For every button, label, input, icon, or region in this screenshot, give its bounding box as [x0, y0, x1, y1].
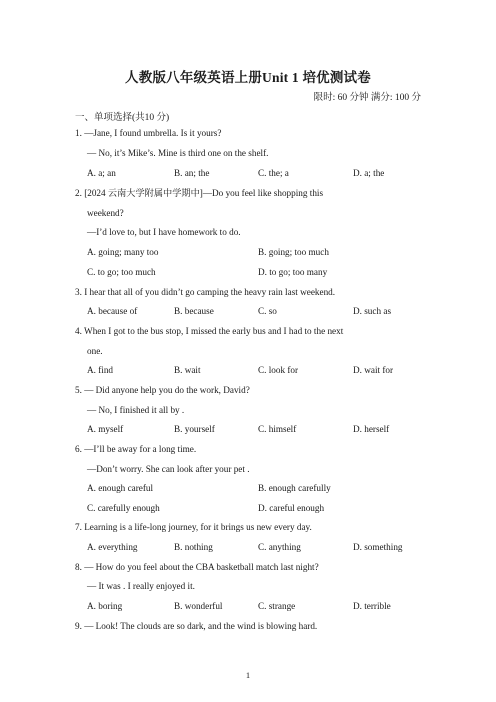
question-8-option-a: A. boring	[87, 601, 123, 611]
question-7-option-c: C. anything	[258, 542, 301, 552]
question-3-option-a: A. because of	[87, 306, 138, 316]
question-6-line-1: 6. —I’ll be away for a long time.	[75, 444, 197, 454]
time-and-score-info: 限时: 60 分钟 满分: 100 分	[313, 93, 421, 103]
question-6-option-a: A. enough careful	[87, 483, 154, 493]
question-9-line-1: 9. — Look! The clouds are so dark, and the wind is blowing hard.	[75, 621, 318, 631]
question-2-line-3: —I’d love to, but I have homework to do.	[87, 227, 241, 237]
section-heading: 一、单项选择(共10 分)	[75, 113, 170, 123]
question-2-option-d: D. to go; too many	[258, 267, 328, 277]
question-2-option-c: C. to go; too much	[87, 267, 156, 277]
question-8-line-1: 8. — How do you feel about the CBA basketball match last night?	[75, 562, 319, 572]
question-1-option-c: C. the; a	[258, 168, 289, 178]
question-7-option-a: A. everything	[87, 542, 138, 552]
question-5-option-d: D. herself	[353, 424, 390, 434]
question-4-option-b: B. wait	[174, 365, 201, 375]
question-6-line-2: —Don’t worry. She can look after your pet .	[87, 464, 250, 474]
question-4-option-d: D. wait for	[353, 365, 394, 375]
question-8-option-c: C. strange	[258, 601, 296, 611]
question-2-option-b: B. going; too much	[258, 247, 329, 257]
question-1-option-b: B. an; the	[174, 168, 210, 178]
question-6-option-b: B. enough carefully	[258, 483, 331, 493]
page-number: 1	[245, 670, 251, 680]
question-2-line-1: 2. [2024 云南大学附属中学期中]—Do you feel like shopping this	[75, 188, 324, 198]
question-5-line-1: 5. — Did anyone help you do the work, David?	[75, 385, 250, 395]
question-7-option-b: B. nothing	[174, 542, 213, 552]
question-5-option-c: C. himself	[258, 424, 297, 434]
question-6-option-d: D. careful enough	[258, 503, 325, 513]
question-6-option-c: C. carefully enough	[87, 503, 160, 513]
question-5-line-2: — No, I finished it all by .	[87, 405, 185, 415]
question-3-line-1: 3. I hear that all of you didn’t go camping the heavy rain last weekend.	[75, 287, 336, 297]
question-7-line-1: 7. Learning is a life-long journey, for it brings us new every day.	[75, 522, 312, 532]
page-title: 人教版八年级英语上册Unit 1 培优测试卷	[125, 70, 371, 85]
question-4-option-a: A. find	[87, 365, 114, 375]
question-1-option-a: A. a; an	[87, 168, 116, 178]
question-4-line-2: one.	[87, 346, 103, 356]
question-3-option-d: D. such as	[353, 306, 392, 316]
question-3-option-c: C. so	[258, 306, 277, 316]
question-4-option-c: C. look for	[258, 365, 299, 375]
question-3-option-b: B. because	[174, 306, 214, 316]
question-1-line-2: — No, it’s Mike’s. Mine is third one on the shelf.	[87, 148, 269, 158]
question-5-option-a: A. myself	[87, 424, 124, 434]
question-2-option-a: A. going; many too	[87, 247, 159, 257]
question-8-option-d: D. terrible	[353, 601, 391, 611]
question-2-line-2: weekend?	[87, 208, 124, 218]
question-5-option-b: B. yourself	[174, 424, 215, 434]
question-1-option-d: D. a; the	[353, 168, 385, 178]
question-4-line-1: 4. When I got to the bus stop, I missed the early bus and I had to the next	[75, 326, 344, 336]
question-8-line-2: — It was . I really enjoyed it.	[87, 581, 195, 591]
question-7-option-d: D. something	[353, 542, 403, 552]
question-1-line-1: 1. —Jane, I found umbrella. Is it yours?	[75, 128, 222, 138]
question-8-option-b: B. wonderful	[174, 601, 223, 611]
